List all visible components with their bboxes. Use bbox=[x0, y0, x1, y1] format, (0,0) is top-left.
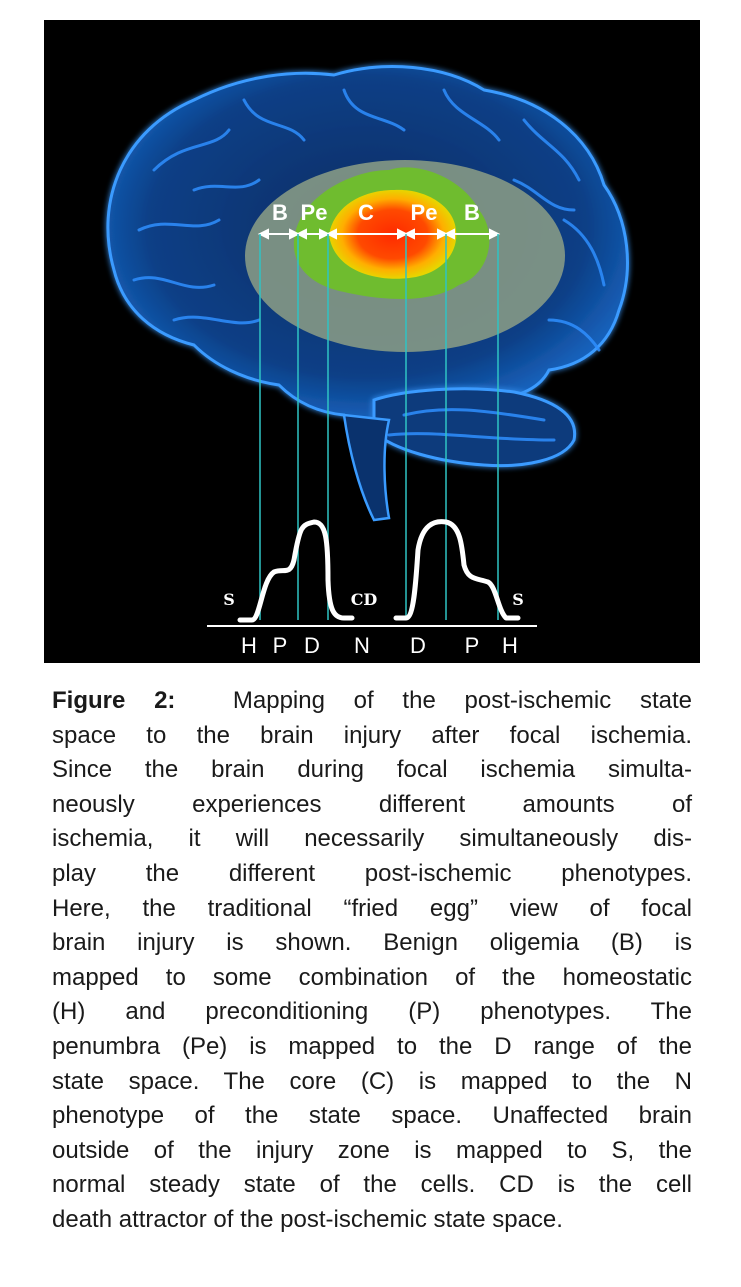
curve-label-cd: CD bbox=[350, 590, 378, 609]
state-space-potential bbox=[240, 522, 518, 620]
caption-line: mapped to some combination of the homeostatic bbox=[52, 963, 692, 991]
caption-line: death attractor of the post-ischemic state space. bbox=[52, 1205, 563, 1233]
caption-line: space to the brain injury after focal ischemia. bbox=[52, 721, 692, 749]
axis-labels bbox=[241, 633, 518, 658]
axis-label-h-left: H bbox=[241, 633, 257, 658]
region-label-b-right: B bbox=[464, 200, 480, 225]
caption-label: Figure 2: bbox=[52, 687, 176, 714]
region-label-b-left: B bbox=[272, 200, 288, 225]
caption-line bbox=[52, 684, 692, 719]
axis-label-p-left: P bbox=[272, 633, 288, 658]
caption-line: play the different post-ischemic phenotypes. bbox=[52, 859, 692, 887]
region-label-pe-left: Pe bbox=[300, 200, 328, 225]
caption-line-text: Mapping of the post-ischemic state bbox=[232, 687, 693, 714]
caption-line: normal steady state of the cells. CD is the cell bbox=[52, 1171, 692, 1199]
caption-line: Here, the traditional “fried egg” view of focal bbox=[52, 894, 692, 922]
brain-figure bbox=[44, 20, 700, 663]
brain-stem bbox=[344, 415, 389, 520]
caption-line: brain injury is shown. Benign oligemia (B) is bbox=[52, 929, 692, 957]
caption-line: outside of the injury zone is mapped to S, the bbox=[52, 1136, 692, 1164]
brain-figure-canvas bbox=[44, 20, 700, 663]
caption-line: neously experiences different amounts of bbox=[52, 790, 692, 818]
caption-line: penumbra (Pe) is mapped to the D range of the bbox=[52, 1032, 692, 1060]
region-label-pe-right: Pe bbox=[410, 200, 438, 225]
caption-line: phenotype of the state space. Unaffected brain bbox=[52, 1102, 692, 1130]
axis-label-p-right: P bbox=[464, 633, 480, 658]
injury-zones bbox=[245, 160, 565, 352]
caption-line: Since the brain during focal ischemia simulta- bbox=[52, 756, 692, 784]
curve-label-s-right: S bbox=[512, 590, 524, 609]
axis-label-h-right: H bbox=[502, 633, 518, 658]
curve-label-s-left: S bbox=[223, 590, 235, 609]
region-label-c: C bbox=[358, 200, 374, 225]
brain-cerebellum bbox=[374, 389, 575, 466]
caption-line: state space. The core (C) is mapped to the N bbox=[52, 1067, 692, 1095]
caption-line: ischemia, it will necessarily simultaneously dis- bbox=[52, 825, 692, 853]
state-space-curve bbox=[207, 522, 537, 626]
axis-label-d-right: D bbox=[410, 633, 426, 658]
figure-caption bbox=[52, 684, 692, 1238]
caption-line: (H) and preconditioning (P) phenotypes. The bbox=[52, 998, 692, 1026]
axis-label-d-left: D bbox=[304, 633, 320, 658]
axis-label-n: N bbox=[354, 633, 370, 658]
